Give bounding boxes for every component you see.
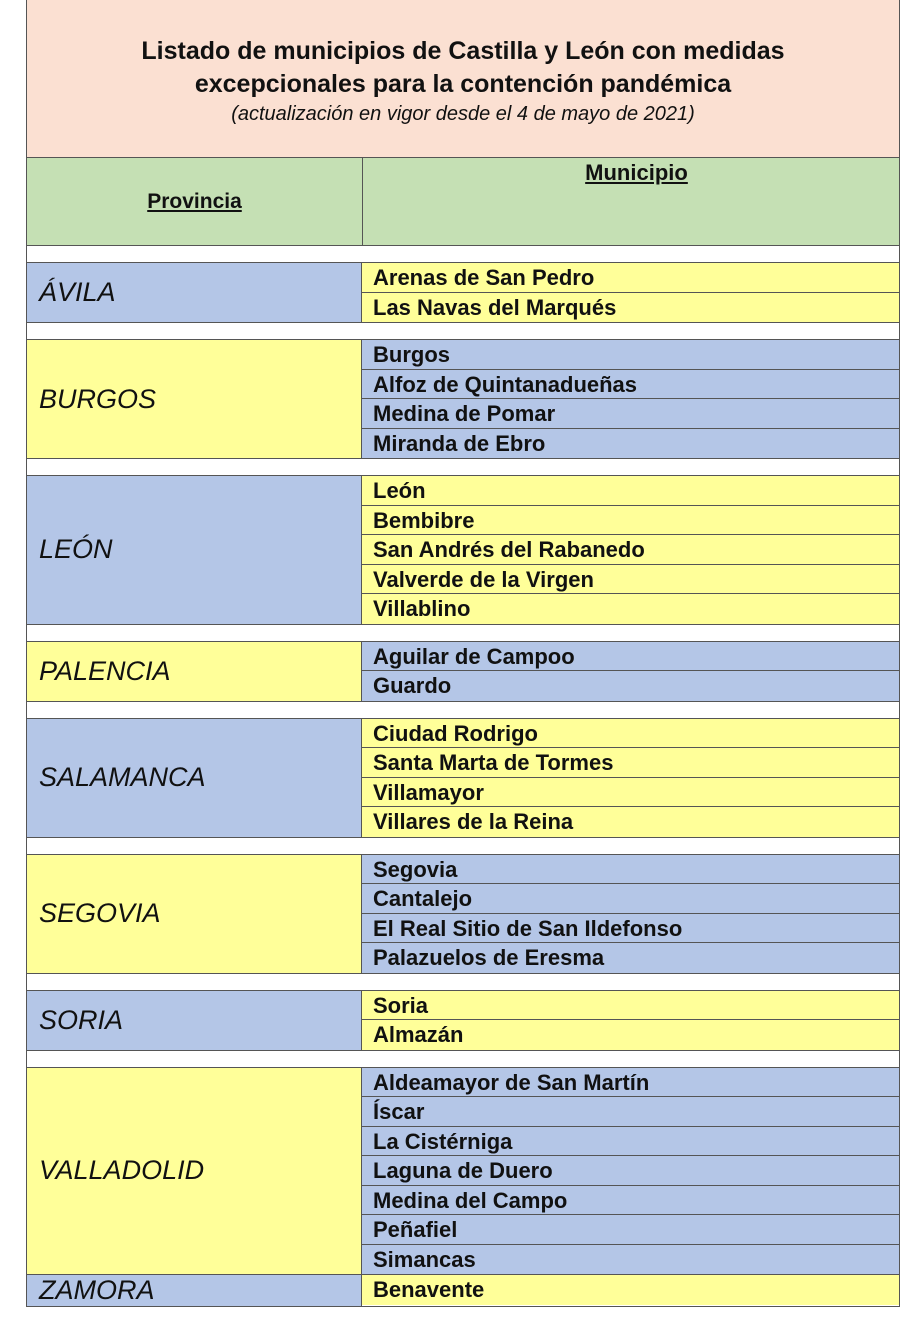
municipio-cell: El Real Sitio de San Ildefonso: [362, 914, 899, 944]
municipio-cell: Benavente: [362, 1275, 899, 1305]
municipio-list: [362, 642, 899, 701]
municipio-cell: Aldeamayor de San Martín: [362, 1068, 899, 1098]
municipio-cell: Íscar: [362, 1097, 899, 1127]
province-name: PALENCIA: [27, 642, 362, 701]
municipio-cell: Miranda de Ebro: [362, 429, 899, 459]
title-line-1: Listado de municipios de Castilla y León con medidas: [141, 37, 785, 65]
municipio-cell: Almazán: [362, 1020, 899, 1050]
province-groups: [26, 246, 900, 1307]
municipio-list: [362, 263, 899, 322]
municipio-cell: Alfoz de Quintanadueñas: [362, 370, 899, 400]
province-name: BURGOS: [27, 340, 362, 458]
province-group: [26, 1275, 900, 1307]
municipio-cell: Medina de Pomar: [362, 399, 899, 429]
municipio-list: [362, 476, 899, 624]
municipio-list: [362, 991, 899, 1050]
municipio-cell: La Cistérniga: [362, 1127, 899, 1157]
municipio-cell: Guardo: [362, 671, 899, 701]
separator-row: [26, 702, 900, 719]
municipio-cell: San Andrés del Rabanedo: [362, 535, 899, 565]
separator-row: [26, 323, 900, 340]
municipio-cell: Valverde de la Virgen: [362, 565, 899, 595]
municipios-table: [26, 0, 900, 1307]
title-block: [26, 0, 900, 158]
province-name: LEÓN: [27, 476, 362, 624]
municipio-cell: Simancas: [362, 1245, 899, 1275]
municipio-cell: Peñafiel: [362, 1215, 899, 1245]
municipio-cell: Santa Marta de Tormes: [362, 748, 899, 778]
municipio-cell: Villamayor: [362, 778, 899, 808]
province-group: [26, 1068, 900, 1276]
municipio-cell: Burgos: [362, 340, 899, 370]
province-group: [26, 642, 900, 702]
municipio-cell: Medina del Campo: [362, 1186, 899, 1216]
municipio-cell: Ciudad Rodrigo: [362, 719, 899, 749]
separator-row: [26, 459, 900, 476]
province-name: ÁVILA: [27, 263, 362, 322]
municipio-cell: Palazuelos de Eresma: [362, 943, 899, 973]
province-group: [26, 719, 900, 838]
province-name: SALAMANCA: [27, 719, 362, 837]
province-group: [26, 991, 900, 1051]
municipio-list: [362, 1275, 899, 1306]
municipio-cell: Cantalejo: [362, 884, 899, 914]
separator-row: [26, 625, 900, 642]
municipio-list: [362, 719, 899, 837]
province-name: ZAMORA: [27, 1275, 362, 1306]
municipio-cell: Bembibre: [362, 506, 899, 536]
province-group: [26, 855, 900, 974]
separator-row: [26, 1051, 900, 1068]
municipio-list: [362, 340, 899, 458]
municipio-cell: León: [362, 476, 899, 506]
municipio-cell: Soria: [362, 991, 899, 1021]
header-municipio: Municipio: [585, 160, 688, 186]
municipio-cell: Las Navas del Marqués: [362, 293, 899, 323]
municipio-list: [362, 1068, 899, 1275]
province-name: SEGOVIA: [27, 855, 362, 973]
province-name: VALLADOLID: [27, 1068, 362, 1275]
separator-row: [26, 974, 900, 991]
municipio-cell: Aguilar de Campoo: [362, 642, 899, 672]
separator-row: [26, 246, 900, 263]
header-row: [26, 158, 900, 246]
province-group: [26, 340, 900, 459]
header-provincia: Provincia: [27, 158, 363, 245]
municipio-list: [362, 855, 899, 973]
municipio-cell: Segovia: [362, 855, 899, 885]
municipio-cell: Villares de la Reina: [362, 807, 899, 837]
subtitle: (actualización en vigor desde el 4 de mayo de 2021): [231, 103, 695, 125]
municipio-cell: Arenas de San Pedro: [362, 263, 899, 293]
province-group: [26, 476, 900, 625]
separator-row: [26, 838, 900, 855]
province-group: [26, 263, 900, 323]
municipio-cell: Villablino: [362, 594, 899, 624]
province-name: SORIA: [27, 991, 362, 1050]
title-line-2: excepcionales para la contención pandémica: [194, 70, 732, 98]
municipio-cell: Laguna de Duero: [362, 1156, 899, 1186]
